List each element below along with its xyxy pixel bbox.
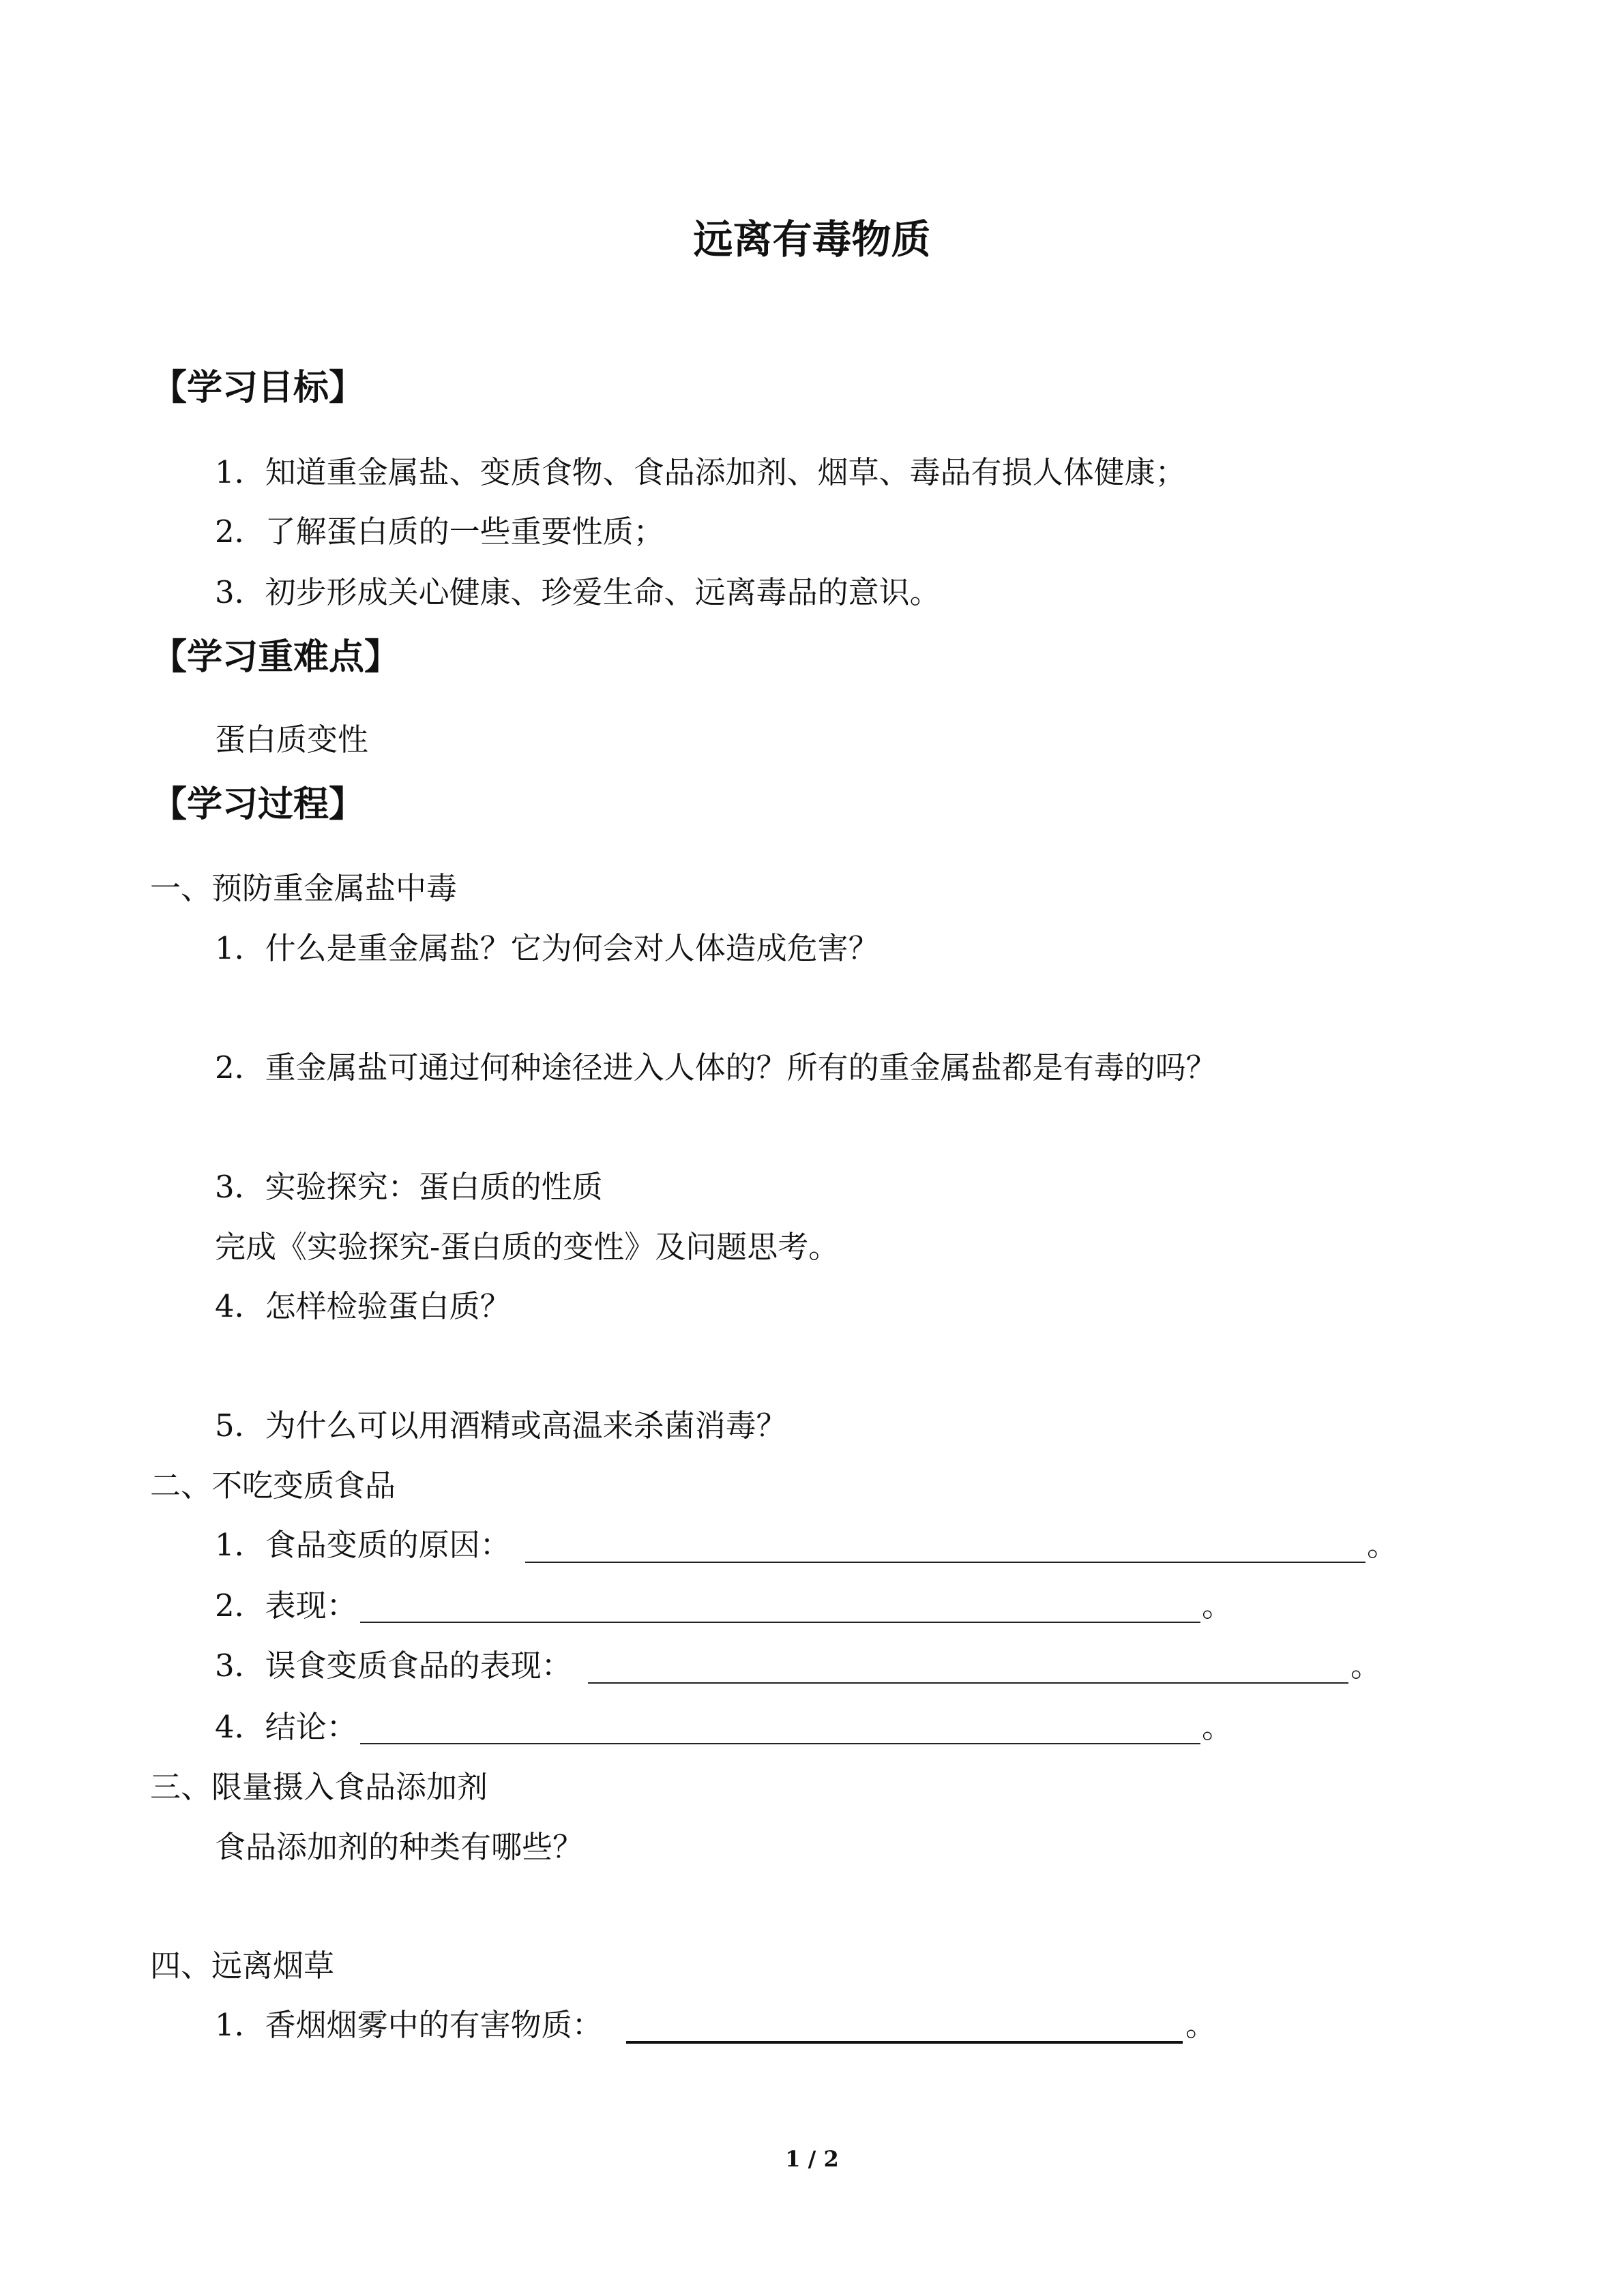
section-2-item-1: 1．食品变质的原因： xyxy=(215,1527,511,1563)
section-2-item-4: 4．结论： xyxy=(215,1709,357,1745)
section-3-question: 食品添加剂的种类有哪些？ xyxy=(215,1829,584,1865)
section-1-question-3-note: 完成《实验探究-蛋白质的变性》及问题思考。 xyxy=(215,1229,840,1265)
goal-item-3: 3．初步形成关心健康、珍爱生命、远离毒品的意识。 xyxy=(215,574,941,610)
section-1-question-1: 1．什么是重金属盐？它为何会对人体造成危害？ xyxy=(215,930,879,966)
section-3-title: 三、限量摄入食品添加剂 xyxy=(150,1769,488,1805)
period: 。 xyxy=(1202,1709,1233,1745)
section-1-question-4: 4．怎样检验蛋白质？ xyxy=(215,1288,511,1324)
section-4-item-1: 1．香烟烟雾中的有害物质： xyxy=(215,2007,603,2043)
section-1-question-2: 2．重金属盐可通过何种途径进入人体的？所有的重金属盐都是有毒的吗？ xyxy=(215,1049,1217,1086)
fill-blank-harmful-substances[interactable] xyxy=(626,2041,1183,2044)
section-1-question-5: 5．为什么可以用酒精或高温来杀菌消毒？ xyxy=(215,1407,787,1444)
period: 。 xyxy=(1202,1587,1233,1624)
process-heading: 【学习过程】 xyxy=(151,784,365,825)
period: 。 xyxy=(1367,1527,1398,1563)
difficulty-text: 蛋白质变性 xyxy=(215,721,369,758)
fill-blank-poisoning-signs[interactable] xyxy=(588,1682,1348,1684)
difficulty-heading: 【学习重难点】 xyxy=(151,637,400,678)
page-number: 1 / 2 xyxy=(785,2146,839,2172)
fill-blank-spoilage-cause[interactable] xyxy=(525,1562,1365,1563)
section-2-item-2: 2．表现： xyxy=(215,1587,357,1624)
section-4-title: 四、远离烟草 xyxy=(150,1948,335,1984)
period: 。 xyxy=(1185,2007,1217,2043)
fill-blank-symptoms[interactable] xyxy=(360,1622,1200,1623)
section-2-item-3: 3．误食变质食品的表现： xyxy=(215,1648,572,1684)
fill-blank-conclusion[interactable] xyxy=(360,1743,1200,1744)
section-1-title: 一、预防重金属盐中毒 xyxy=(150,870,458,906)
goal-item-2: 2．了解蛋白质的一些重要性质； xyxy=(215,513,664,550)
goals-heading: 【学习目标】 xyxy=(151,368,365,408)
section-1-question-3: 3．实验探究：蛋白质的性质 xyxy=(215,1169,603,1205)
page-title: 远离有毒物质 xyxy=(693,216,931,263)
goal-item-1: 1．知道重金属盐、变质食物、食品添加剂、烟草、毒品有损人体健康； xyxy=(215,454,1186,490)
period: 。 xyxy=(1350,1648,1382,1684)
section-2-title: 二、不吃变质食品 xyxy=(150,1467,396,1504)
